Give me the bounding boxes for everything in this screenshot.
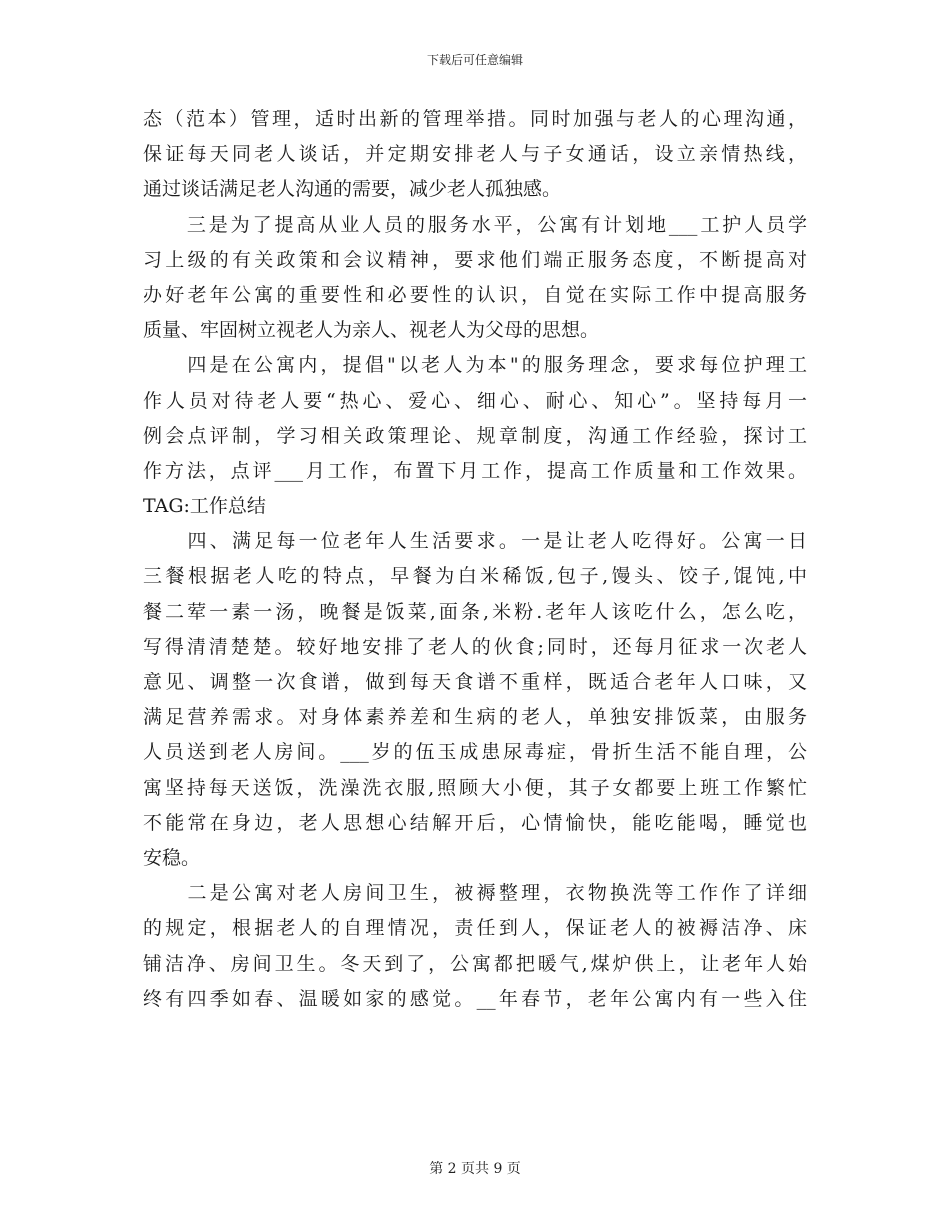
text-line: 作人员对待老人要“热心、爱心、细心、耐心、知心”。坚持每月一 [143,389,807,412]
page-number: 第 2 页共 9 页 [429,1161,521,1177]
text-line: 终有四季如春、温暖如家的感觉。__年春节，老年公寓内有一些入住 [143,987,807,1010]
text-line: 三餐根据老人吃的特点，早餐为白米稀饭,包子,馒头、饺子,馄饨,中 [143,565,807,588]
document-body [143,102,807,1017]
text-line: 人员送到老人房间。___岁的伍玉成患尿毒症，骨折生活不能自理，公 [143,741,807,764]
text-line: 二是公寓对老人房间卫生，被褥整理，衣物换洗等工作作了详细 [143,882,807,905]
text-line: 安稳。 [143,846,201,869]
text-line: 不能常在身边，老人思想心结解开后，心情愉快，能吃能喝，睡觉也 [143,811,807,834]
text-line: 通过谈话满足老人沟通的需要，减少老人孤独感。 [143,178,562,201]
text-line: 办好老年公寓的重要性和必要性的认识，自觉在实际工作中提高服务 [143,283,807,306]
text-line: 例会点评制，学习相关政策理论、规章制度，沟通工作经验，探讨工 [143,424,807,447]
text-line: 质量、牢固树立视老人为亲人、视老人为父母的思想。 [143,319,600,342]
text-line: 作方法，点评___月工作，布置下月工作，提高工作质量和工作效果。 [143,459,807,482]
page-footer [0,1160,950,1178]
header-note: 下载后可任意编辑 [426,53,523,67]
text-line: 写得清清楚楚。较好地安排了老人的伙食;同时，还每月征求一次老人 [143,635,807,658]
text-line: 餐二荤一素一汤，晚餐是饭菜,面条,米粉.老年人该吃什么，怎么吃， [143,600,807,623]
text-line: 铺洁净、房间卫生。冬天到了，公寓都把暖气,煤炉供上，让老年人始 [143,952,807,975]
text-line: 满足营养需求。对身体素养差和生病的老人，单独安排饭菜，由服务 [143,706,807,729]
text-line: 寓坚持每天送饭，洗澡洗衣服,照顾大小便，其子女都要上班工作繁忙 [143,776,807,799]
text-line: 意见、调整一次食谱，做到每天食谱不重样，既适合老年人口味，又 [143,671,807,693]
text-line: 四、满足每一位老年人生活要求。一是让老人吃得好。公寓一日 [143,530,807,553]
text-line: 的规定，根据老人的自理情况，责任到人，保证老人的被褥洁净、床 [143,917,807,940]
text-line: 保证每天同老人谈话，并定期安排老人与子女通话，设立亲情热线， [143,143,807,166]
tag-line: TAG:工作总结 [143,495,266,518]
text-line: 四是在公寓内，提倡"以老人为本"的服务理念，要求每位护理工 [143,354,807,377]
page-header [0,52,950,68]
text-line: 三是为了提高从业人员的服务水平，公寓有计划地___工护人员学 [143,213,807,236]
text-line: 习上级的有关政策和会议精神，要求他们端正服务态度，不断提高对 [143,248,807,271]
text-line: 态（范本）管理，适时出新的管理举措。同时加强与老人的心理沟通， [143,108,807,130]
